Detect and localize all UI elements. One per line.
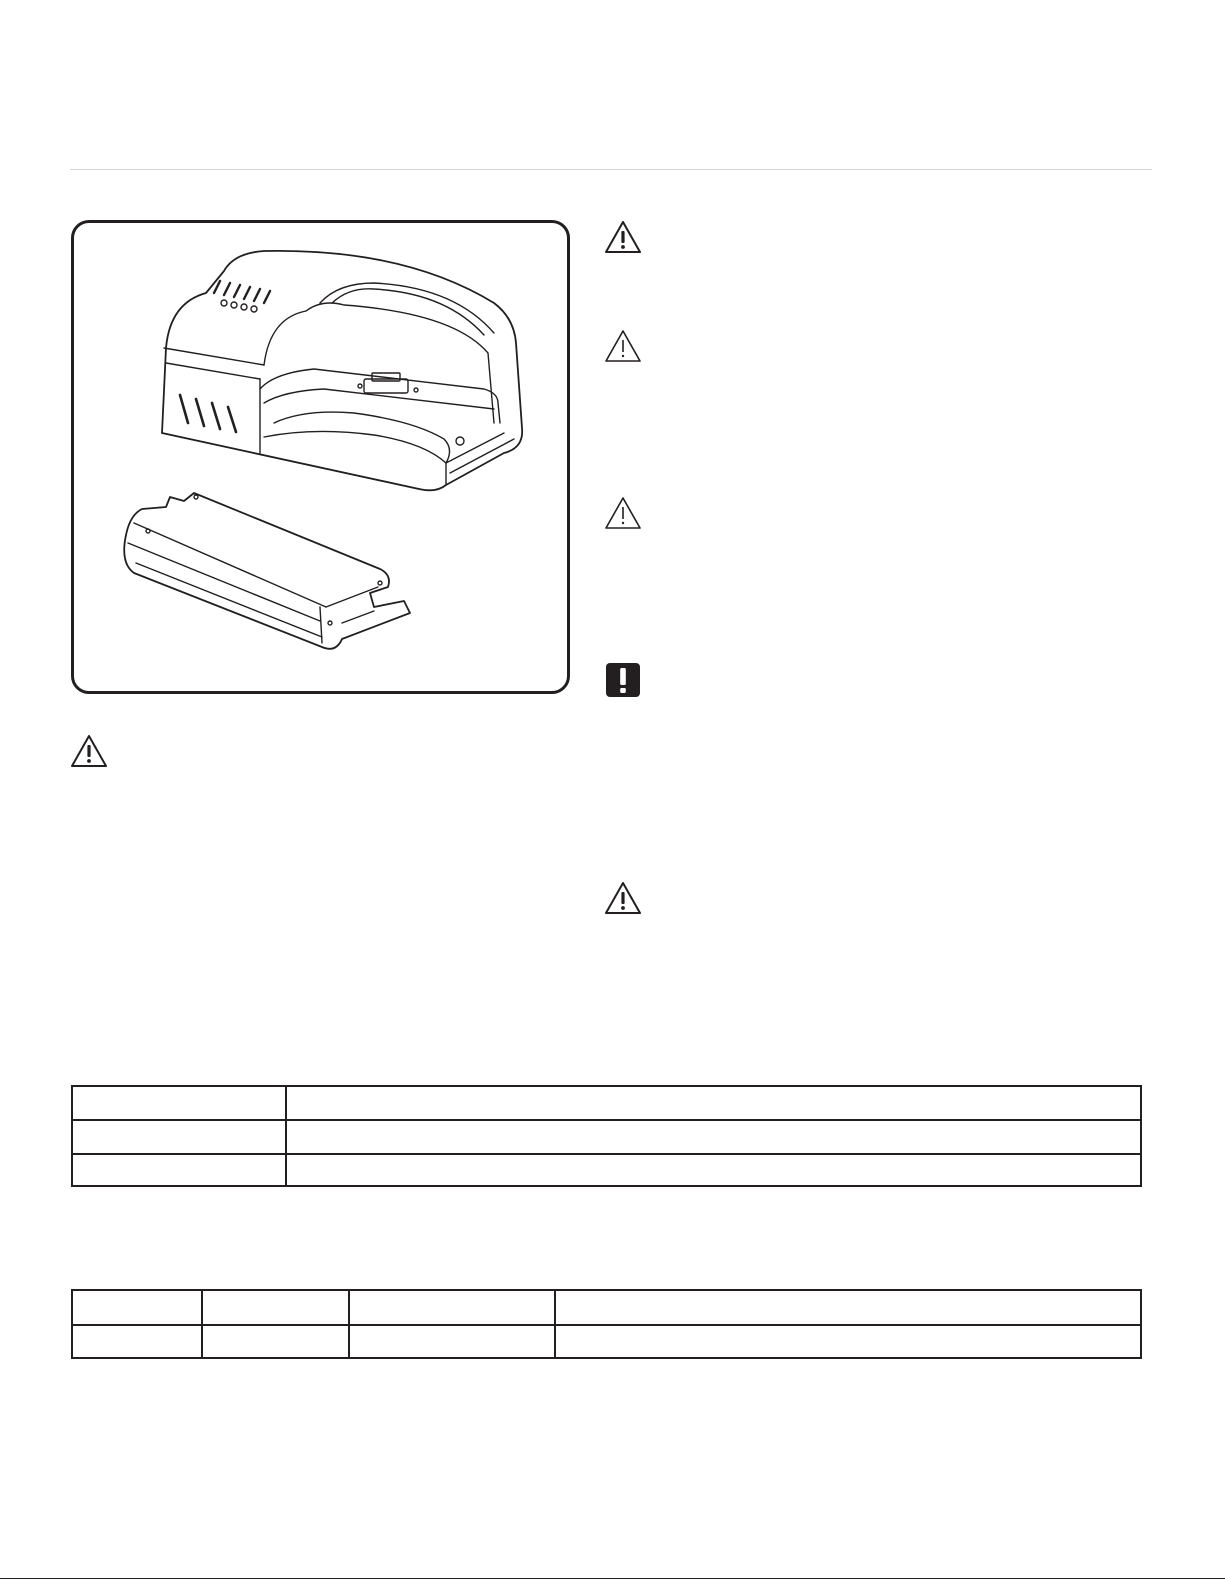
table-row [72,1325,1141,1358]
table-cell [72,1290,202,1325]
specification-table [71,1085,1142,1187]
header-divider [70,169,1152,170]
table-cell [72,1154,286,1186]
table-cell [202,1290,349,1325]
table-cell [72,1325,202,1358]
table-cell [72,1086,286,1120]
warning-triangle-icon [604,329,642,363]
table-cell [286,1086,1141,1120]
caution-triangle-icon [604,881,642,915]
footer-divider [0,1578,1225,1579]
table-cell [349,1290,555,1325]
warning-triangle-icon [604,496,642,530]
table-cell [349,1325,555,1358]
table-row [72,1120,1141,1154]
table-cell [555,1290,1141,1325]
product-illustration-frame [71,220,570,694]
caution-triangle-icon [604,220,642,254]
part-number-table [71,1289,1142,1359]
cradle-and-battery-drawing [74,223,567,691]
table-row [72,1086,1141,1120]
table-row [72,1290,1141,1325]
table-cell [555,1325,1141,1358]
exclamation-box-icon [605,662,641,698]
battery-pack-drawing [124,493,410,649]
table-cell [202,1325,349,1358]
table-cell [72,1120,286,1154]
caution-triangle-icon [70,734,108,768]
table-cell [286,1154,1141,1186]
charging-cradle-drawing [162,251,522,490]
table-row [72,1154,1141,1186]
table-cell [286,1120,1141,1154]
